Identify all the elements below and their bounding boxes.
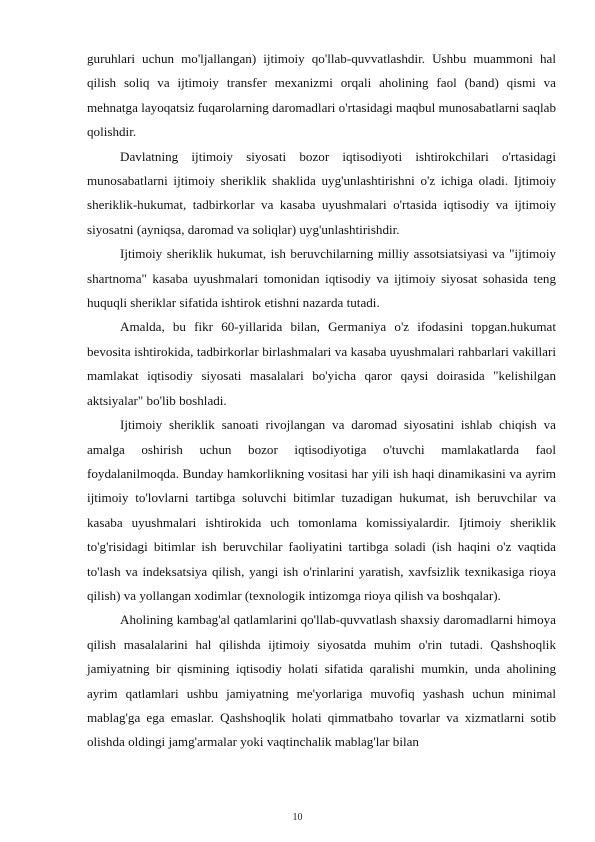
- paragraph-poverty: Aholining kambag'al qatlamlarini qo'llab-quvvatlash shaxsiy daromadlarni himoya qilish masalalarini hal qilishda ijtimoiy siyosatda muhim o'rin tutadi. Qashshoqlik jamiyatning bir qismining iqtisodiy holati sifatida qaralishi mumkin, unda aholining ayrim qatlamlari ushbu jamiyatning me'yorlariga muvofiq yashash uchun minimal mablag'ga ega emaslar. Qashshoqlik holati qimmatbaho tovarlar va xizmatlarni sotib olishda oldingi jamg'armalar yoki vaqtinchalik mablag'lar bilan: [87, 612, 556, 750]
- paragraph-social-policy: Davlatning ijtimoiy siyosati bozor iqtisodiyoti ishtirokchilari o'rtasidagi munosabatlarni ijtimoiy sheriklik shaklida uyg'unlashtirishni o'z ichiga oladi. Ijtimoiy sheriklik-hukumat, tadbirkorlar va kasaba uyushmalari o'rtasida iqtisodiy va ijtimoiy siyosatni (ayniqsa, daromad va soliqlar) uyg'unlashtirishdir.: [87, 148, 556, 237]
- body-text: [87, 47, 556, 755]
- paragraph-social-partnership: Ijtimoiy sheriklik hukumat, ish beruvchilarning milliy assotsiatsiyasi va "ijtimoiy shartnoma" kasaba uyushmalari tomonidan iqtisodiy va ijtimoiy siyosat sohasida teng huquqli sheriklar sifatida ishtirok etishni nazarda tutadi.: [87, 246, 556, 311]
- paragraph-germany-example: Amalda, bu fikr 60-yillarida bilan, Germaniya o'z ifodasini topgan.hukumat bevosita ishtirokida, tadbirkorlar birlashmalari va kasaba uyushmalari rahbarlari vakillari mamlakat iqtisodiy siyosati masalalari bo'yicha qaror qaysi doirasida "kelishilgan aktsiyalar" bo'lib boshladi.: [87, 319, 556, 408]
- paragraph-continuation: guruhlari uchun mo'ljallangan) ijtimoiy qo'llab-quvvatlashdir. Ushbu muammoni hal qilish soliq va ijtimoiy transfer mexanizmi orqali aholining faol (band) qismi va mehnatga layoqatsiz fuqarolarning daromadlari o'rtasidagi maqbul munosabatlarni saqlab qolishdir.: [87, 51, 556, 140]
- paragraph-tripartite-commissions: Ijtimoiy sheriklik sanoati rivojlangan va daromad siyosatini ishlab chiqish va amalga oshirish uchun bozor iqtisodiyotiga o'tuvchi mamlakatlarda faol foydalanilmoqda. Bunday hamkorlikning vositasi har yili ish haqi dinamikasini va ayrim ijtimoiy to'lovlarni tartibga soluvchi bitimlar tuzadigan hukumat, ish beruvchilar va kasaba uyushmalari ishtirokida uch tomonlama komissiyalardir. Ijtimoiy sheriklik to'g'risidagi bitimlar ish beruvchilar faoliyatini tartibga soladi (ish haqini o'z vaqtida to'lash va indeksatsiya qilish, yangi ish o'rinlarini yaratish, xavfsizlik texnikasiga rioya qilish) va yollangan xodimlar (texnologik intizomga rioya qilish va boshqalar).: [87, 417, 556, 603]
- page-number: 10: [292, 812, 303, 823]
